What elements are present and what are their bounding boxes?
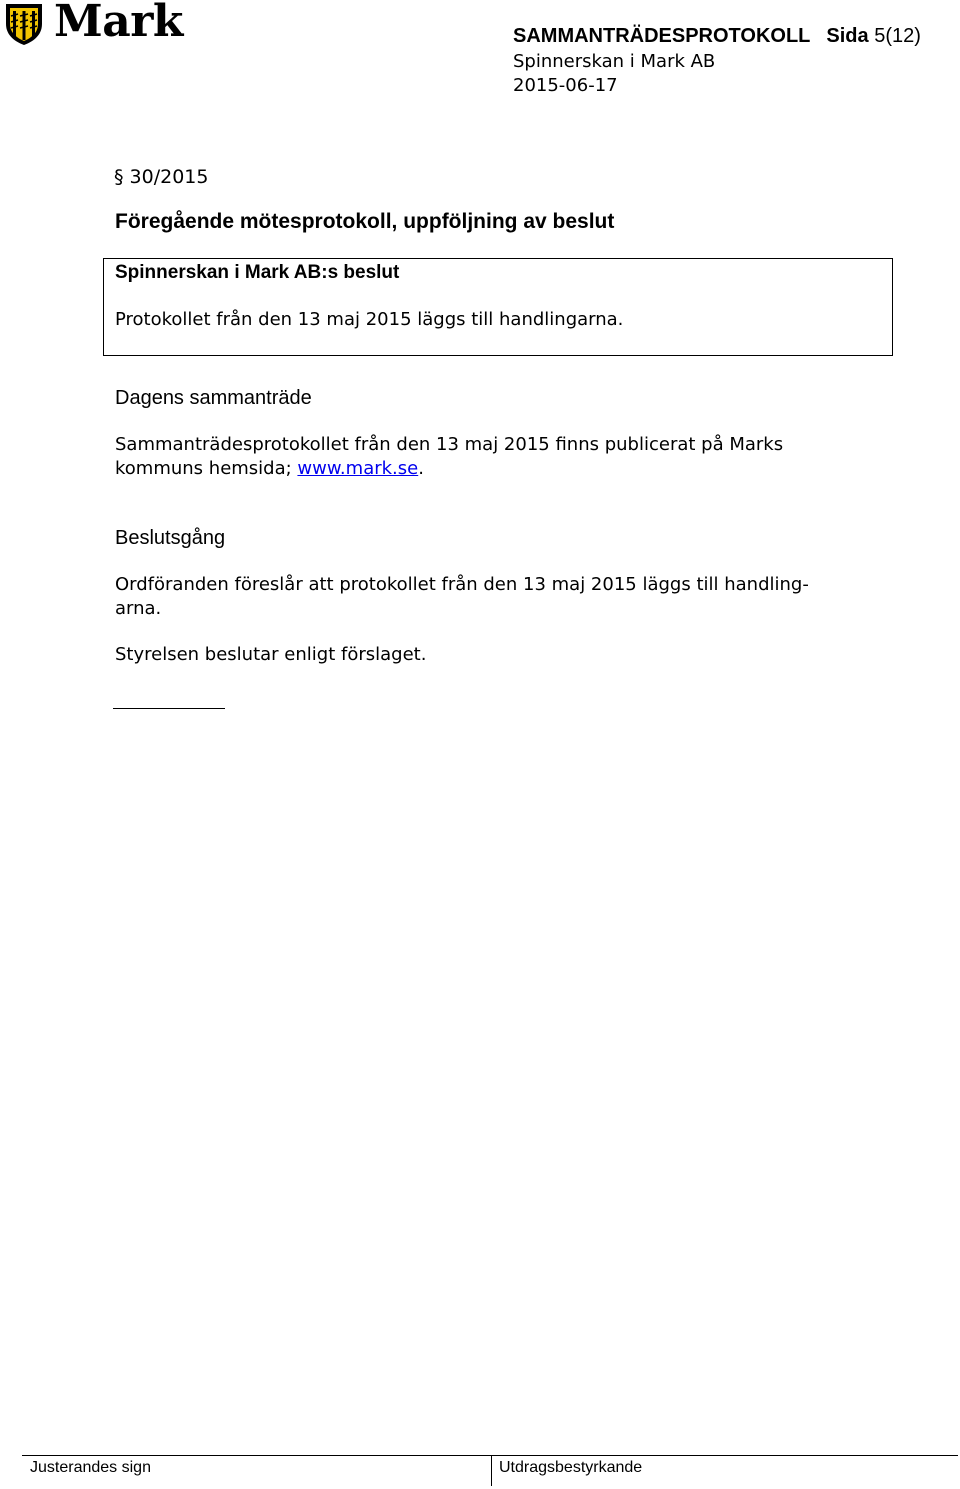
header-organization: Spinnerskan i Mark AB — [513, 51, 716, 72]
todays-meeting-line-2 — [115, 457, 424, 481]
paragraph-id: 30/2015 — [129, 166, 209, 188]
footer-signature-label: Justerandes sign — [30, 1459, 151, 1476]
section-sign: § — [114, 166, 124, 188]
website-link[interactable]: www.mark.se — [297, 458, 419, 479]
logo — [2, 0, 182, 50]
paragraph-title: Föregående mötesprotokoll, uppföljning av beslut — [115, 210, 615, 233]
header-date: 2015-06-17 — [513, 75, 618, 96]
todays-meeting-suffix: . — [418, 458, 424, 479]
logo-text: Mark — [54, 0, 183, 47]
footer-separator — [491, 1456, 492, 1486]
procedure-line-3: Styrelsen beslutar enligt förslaget. — [115, 644, 427, 665]
decision-text: Protokollet från den 13 maj 2015 läggs till handlingarna. — [115, 309, 624, 330]
municipality-shield-icon — [4, 2, 44, 46]
end-divider — [113, 708, 225, 709]
document-type: SAMMANTRÄDESPROTOKOLL — [513, 25, 811, 47]
procedure-heading: Beslutsgång — [115, 527, 226, 549]
footer-certification-label: Utdragsbestyrkande — [499, 1459, 643, 1476]
decision-title: Spinnerskan i Mark AB:s beslut — [115, 262, 400, 283]
procedure-line-2: arna. — [115, 598, 162, 619]
todays-meeting-prefix: kommuns hemsida; — [115, 458, 298, 479]
todays-meeting-heading: Dagens sammanträde — [115, 387, 312, 409]
page-number: 5(12) — [874, 25, 921, 47]
paragraph-number — [114, 165, 208, 189]
todays-meeting-line-1: Sammanträdesprotokollet från den 13 maj 2015 finns publicerat på Marks — [115, 434, 784, 455]
footer-divider — [22, 1455, 958, 1456]
page-label: Sida — [826, 25, 869, 47]
procedure-line-1: Ordföranden föreslår att protokollet från den 13 maj 2015 läggs till handling- — [115, 574, 809, 595]
document-header — [513, 24, 921, 48]
